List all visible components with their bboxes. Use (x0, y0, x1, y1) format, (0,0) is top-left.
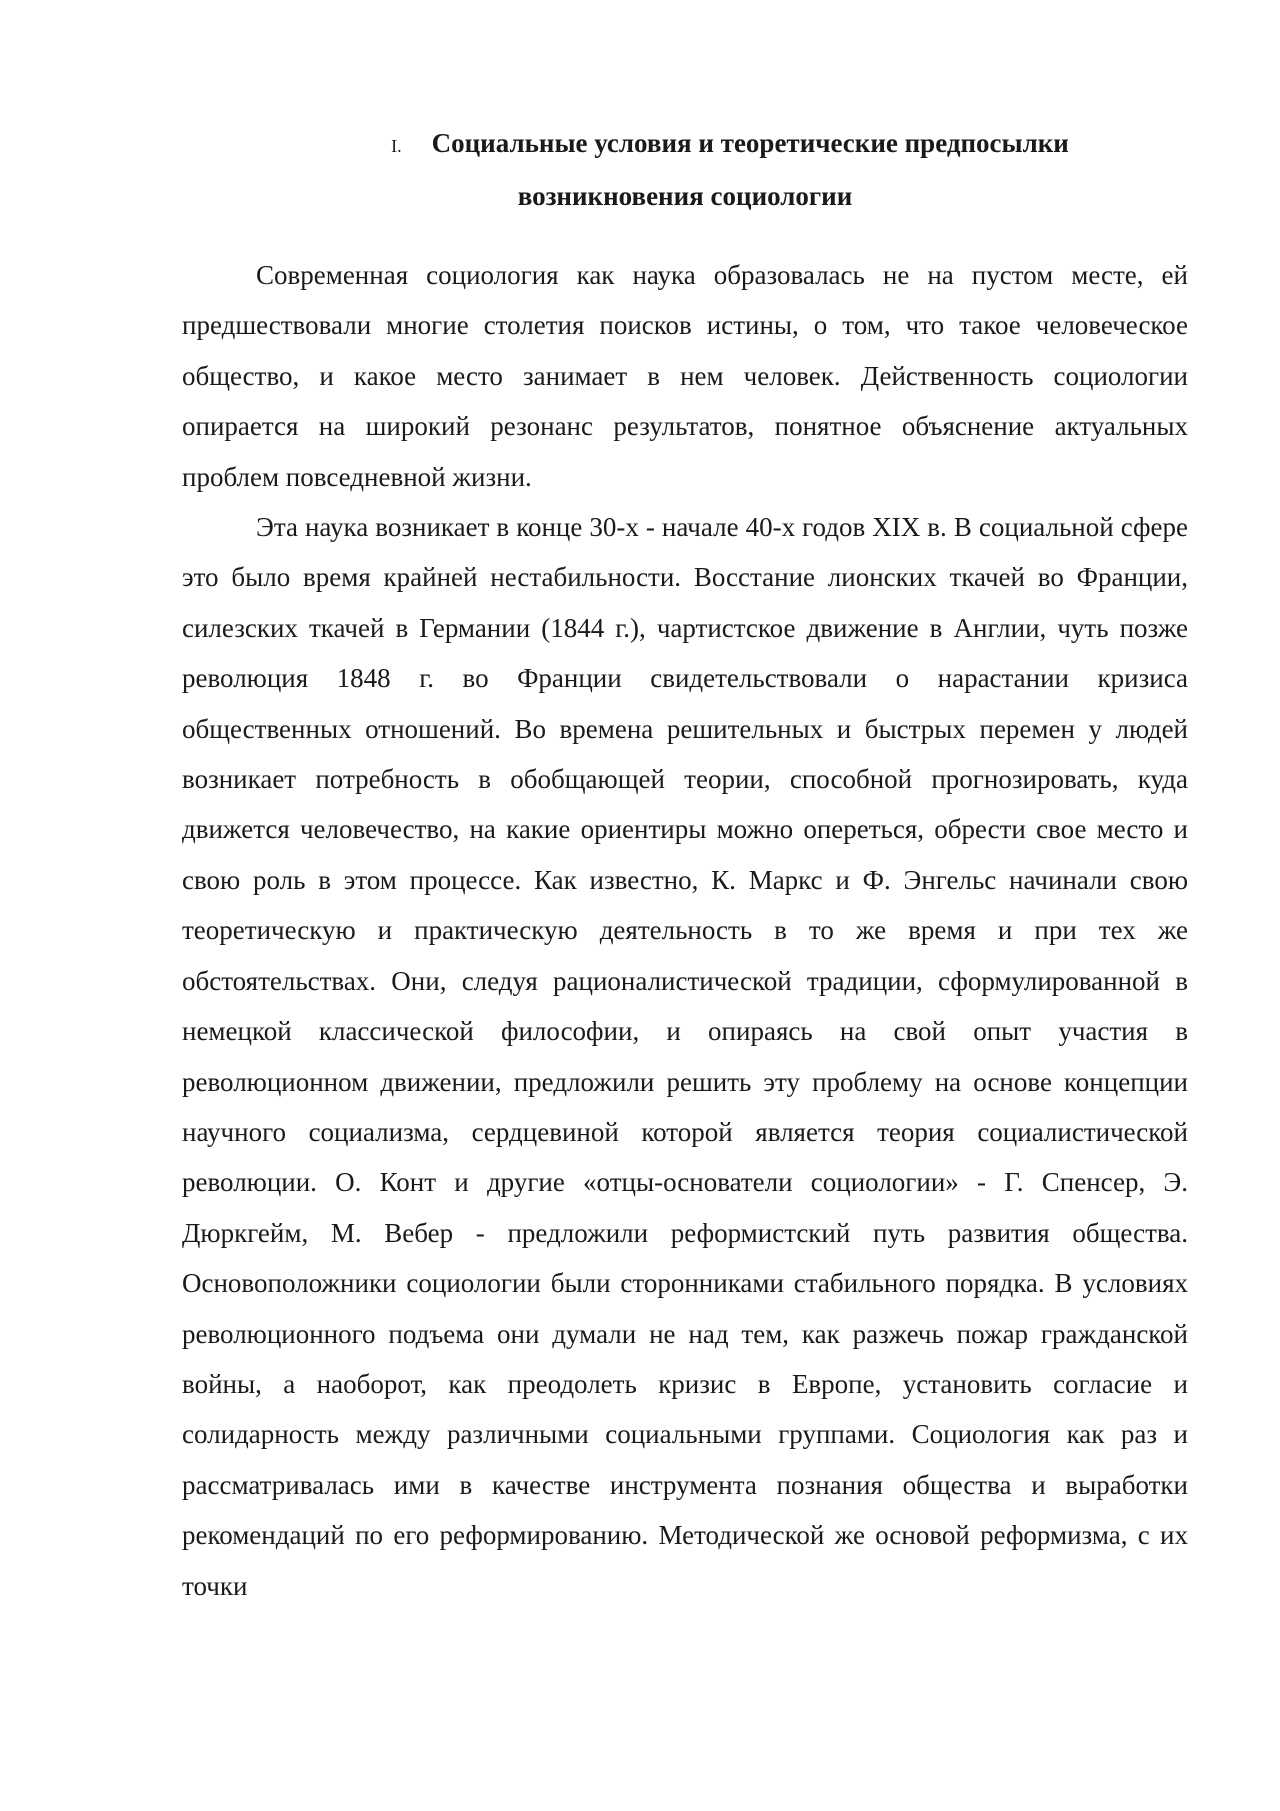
paragraph-2: Эта наука возникает в конце 30-х - начале 40-х годов XIX в. В социальной сфере это было время крайней нестабильности. Восстание лионских ткачей во Франции, силезских ткачей в Германии (1844 г.), чартистское движение в Англии, чуть позже революция 1848 г. во Франции свидетельствовали о нарастании кризиса общественных отношений. Во времена решительных и быстрых перемен у людей возникает потребность в обобщающей теории, способной прогнозировать, куда движется человечество, на какие ориентиры можно опереться, обрести свое место и свою роль в этом процессе. Как известно, К. Маркс и Ф. Энгельс начинали свою теоретическую и практическую деятельность в то же время и при тех же обстоятельствах. Они, следуя рационалистической традиции, сформулированной в немецкой классической философии, и опираясь на свой опыт участия в революционном движении, предложили решить эту проблему на основе концепции научного социализма, сердцевиной которой является теория социалистической революции. О. Конт и другие «отцы-основатели социологии» - Г. Спенсер, Э. Дюркгейм, М. Вебер - предложили реформистский путь развития общества. Основоположники социологии были сторонниками стабильного порядка. В условиях революционного подъема они думали не над тем, как разжечь пожар гражданской войны, а наоборот, как преодолеть кризис в Европе, установить согласие и солидарность между различными социальными группами. Социология как раз и рассматривалась ими в качестве инструмента познания общества и выработки рекомендаций по его реформированию. Методической же основой реформизма, с их точки (182, 512, 1188, 1601)
heading-title-line-1: Социальные условия и теоретические предпосылки (431, 128, 1069, 158)
heading-line-1 (180, 118, 1190, 171)
heading-title-line-2: возникновения социологии (517, 181, 853, 211)
body-text (182, 250, 1188, 1611)
section-heading (180, 118, 1190, 221)
section-numeral: I. (391, 136, 402, 156)
paragraph-1: Современная социология как наука образовалась не на пустом месте, ей предшествовали многие столетия поисков истины, о том, что такое человеческое общество, и какое место занимает в нем человек. Действенность социологии опирается на широкий резонанс результатов, понятное объяснение актуальных проблем повседневной жизни. (182, 260, 1188, 492)
